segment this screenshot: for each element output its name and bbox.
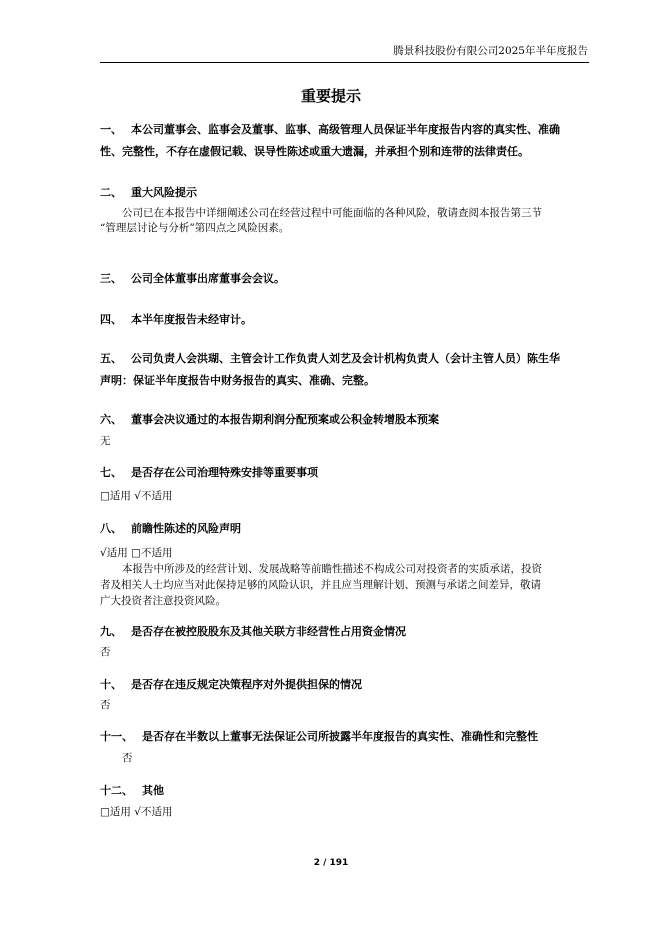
section-12-number: 十二、 [100,784,133,797]
section-4-title: 本半年度报告未经审计。 [131,313,252,326]
section-8-body-line-1: 本报告中所涉及的经营计划、发展战略等前瞻性描述不构成公司对投资者的实质承诺，投资 [122,563,542,575]
section-9-title: 是否存在被控股股东及其他关联方非经营性占用资金情况 [131,625,406,638]
section-2-body-line-1: 公司已在本报告中详细阐述公司在经营过程中可能面临的各种风险，敬请查阅本报告第三节 [122,207,542,219]
section-2-title: 重大风险提示 [131,186,197,199]
section-2-number: 二、 [100,186,122,199]
section-8-body-line-2: 者及相关人士均应当对此保持足够的风险认识，并且应当理解计划、预测与承诺之间差异，敬请 [100,579,541,591]
section-4-number: 四、 [100,313,122,326]
page-title: 重要提示 [300,87,361,105]
section-8-body-line-3: 广大投资者注意投资风险。 [100,595,226,607]
header-divider [100,62,589,63]
section-9-number: 九、 [100,625,122,638]
section-11-answer: 否 [122,752,133,764]
section-8-title: 前瞻性陈述的风险声明 [131,522,241,535]
section-8-number: 八、 [100,522,122,535]
section-7-applicability: □适用 √不适用 [100,490,173,502]
section-2-body-line-2: “管理层讨论与分析”第四点之风险因素。 [100,222,290,234]
section-12-applicability: □适用 √不适用 [100,806,173,818]
section-5-line-2: 声明：保证半年度报告中财务报告的真实、准确、完整。 [100,374,375,387]
section-1-line-1: 本公司董事会、监事会及董事、监事、高级管理人员保证半年度报告内容的真实性、准确 [131,123,560,136]
section-3-number: 三、 [100,272,122,285]
section-7-title: 是否存在公司治理特殊安排等重要事项 [131,466,318,479]
section-10-number: 十、 [100,678,122,691]
section-11-number: 十一、 [100,730,133,743]
page-number: 2 / 191 [313,858,349,868]
section-7-number: 七、 [100,466,122,479]
section-1-number: 一、 [100,123,122,136]
section-1-line-2: 性、完整性，不存在虚假记载、误导性陈述或重大遗漏，并承担个别和连带的法律责任。 [100,145,529,158]
section-6-title: 董事会决议通过的本报告期利润分配预案或公积金转增股本预案 [131,413,439,426]
section-10-title: 是否存在违反规定决策程序对外提供担保的情况 [131,678,362,691]
section-11-title: 是否存在半数以上董事无法保证公司所披露半年度报告的真实性、准确性和完整性 [142,730,538,743]
section-5-line-1: 公司负责人会洪瑚、主管会计工作负责人刘艺及会计机构负责人（会计主管人员）陈生华 [131,352,560,365]
page-header: 腾景科技股份有限公司2025年半年度报告 [393,45,588,57]
section-6-answer: 无 [100,435,111,447]
section-6-number: 六、 [100,413,122,426]
section-8-applicability: √适用 □不适用 [100,547,173,559]
section-10-answer: 否 [100,699,111,711]
section-12-title: 其他 [142,784,164,797]
section-3-title: 公司全体董事出席董事会会议。 [131,272,285,285]
section-5-number: 五、 [100,352,122,365]
section-9-answer: 否 [100,646,111,658]
